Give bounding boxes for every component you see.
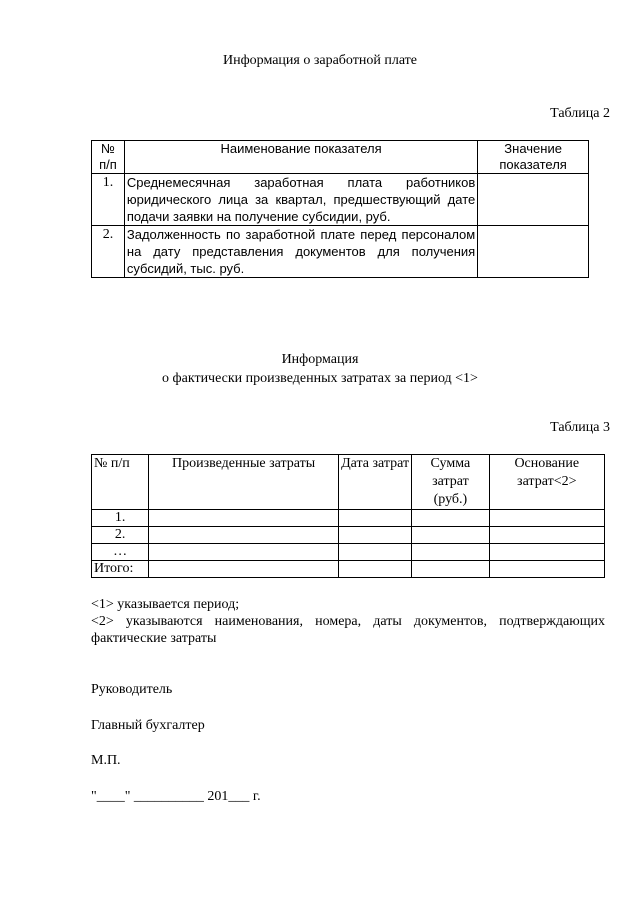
header-basis: Основание затрат<2> xyxy=(489,455,604,510)
signature-accountant: Главный бухгалтер xyxy=(91,718,205,733)
signature-head: Руководитель xyxy=(91,682,173,697)
header-num: № п/п xyxy=(92,141,125,174)
table-row xyxy=(92,544,605,561)
expenses-table xyxy=(91,454,605,578)
section-title-line1: Информация xyxy=(281,352,359,367)
footnote-2: <2> указываются наименования, номера, даты документов, подтверждающих фактические затраты xyxy=(91,614,605,646)
footnotes xyxy=(91,596,605,647)
total-label: Итого: xyxy=(92,561,149,578)
cell xyxy=(338,561,411,578)
cell xyxy=(412,544,489,561)
header-date: Дата затрат xyxy=(338,455,411,510)
row-num: 1. xyxy=(92,174,125,226)
row-value xyxy=(478,174,589,226)
section-title-line2: о фактически произведенных затратах за период <1> xyxy=(162,371,478,386)
table-total-row xyxy=(92,561,605,578)
salary-table xyxy=(91,140,589,278)
cell xyxy=(412,527,489,544)
table-row xyxy=(92,174,589,226)
footnote-1: <1> указывается период; xyxy=(91,597,240,612)
table-header-row xyxy=(92,455,605,510)
cell xyxy=(412,561,489,578)
cell xyxy=(338,510,411,527)
cell xyxy=(149,527,339,544)
document-title: Информация о заработной плате xyxy=(222,53,418,68)
table-row xyxy=(92,510,605,527)
row-value xyxy=(478,226,589,278)
cell xyxy=(489,510,604,527)
table3-label: Таблица 3 xyxy=(550,420,610,435)
row-num: 1. xyxy=(92,510,149,527)
header-expenses: Произведенные затраты xyxy=(149,455,339,510)
table-row xyxy=(92,226,589,278)
cell xyxy=(489,561,604,578)
cell xyxy=(149,561,339,578)
header-name: Наименование показателя xyxy=(124,141,477,174)
table-header-row xyxy=(92,141,589,174)
cell xyxy=(338,544,411,561)
row-num: … xyxy=(92,544,149,561)
row-num: 2. xyxy=(92,527,149,544)
row-name: Задолженность по заработной плате перед персоналом на дату представления документов для получения субсидий, тыс. руб. xyxy=(124,226,477,278)
header-sum: Сумма затрат (руб.) xyxy=(412,455,489,510)
row-name: Среднемесячная заработная плата работников юридического лица за квартал, предшествующий дате подачи заявки на получение субсидии, руб. xyxy=(124,174,477,226)
section-title xyxy=(0,350,640,388)
cell xyxy=(338,527,411,544)
cell xyxy=(412,510,489,527)
cell xyxy=(489,527,604,544)
date-line: "____" __________ 201___ г. xyxy=(91,789,261,804)
table2-label: Таблица 2 xyxy=(550,106,610,121)
cell xyxy=(489,544,604,561)
table-row xyxy=(92,527,605,544)
cell xyxy=(149,510,339,527)
cell xyxy=(149,544,339,561)
row-num: 2. xyxy=(92,226,125,278)
header-value: Значение показателя xyxy=(478,141,589,174)
seal-label: М.П. xyxy=(91,753,121,768)
header-num: № п/п xyxy=(92,455,149,510)
